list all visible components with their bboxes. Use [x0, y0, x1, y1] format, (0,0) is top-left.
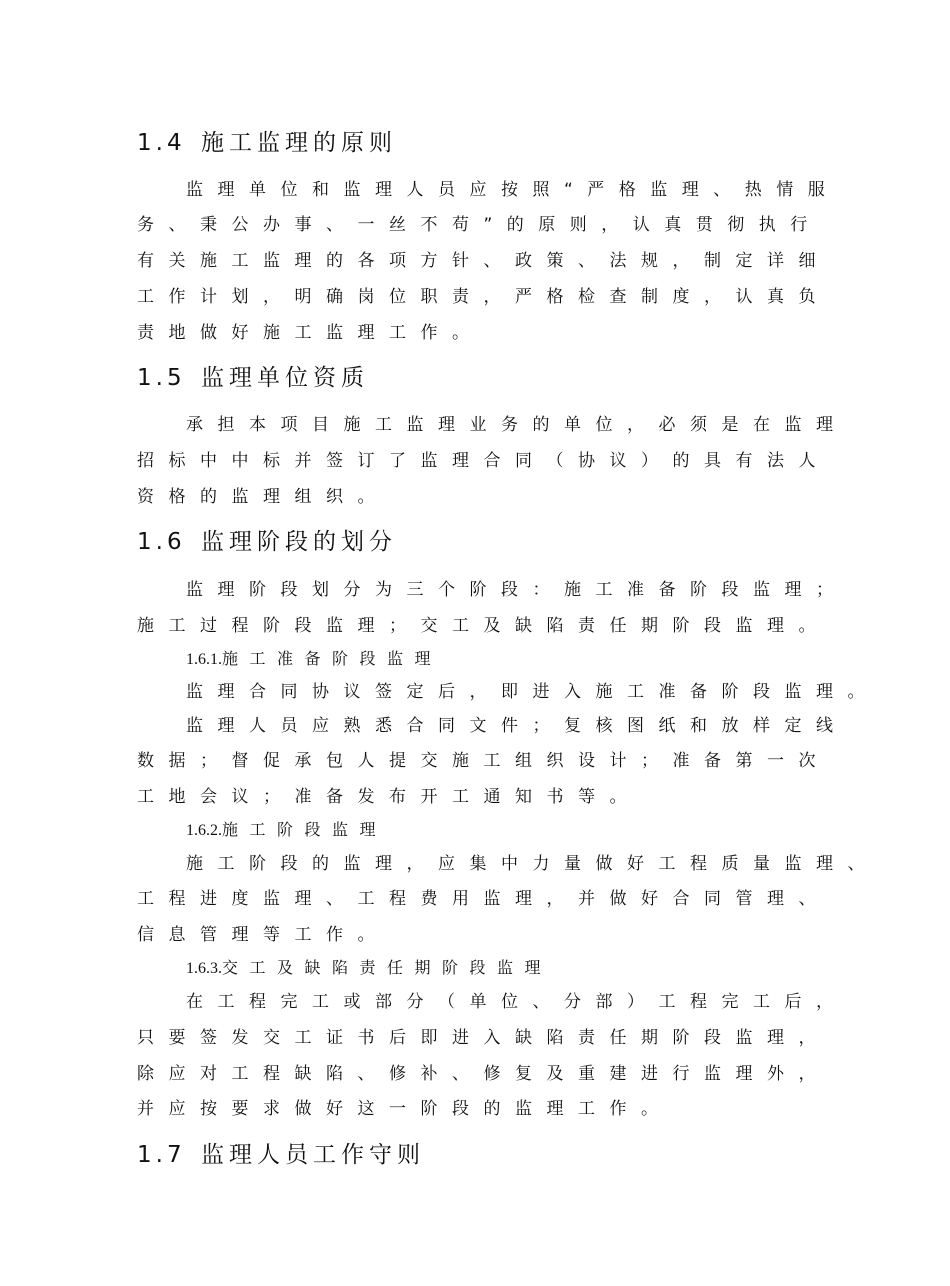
section-heading-1-7 — [137, 1140, 425, 1170]
paragraph-line: 施工过程阶段监理；交工及缺陷责任期阶段监理。 — [137, 616, 830, 636]
paragraph-line: 监理合同协议签定后，即进入施工准备阶段监理。 — [186, 682, 879, 702]
paragraph-line: 信息管理等工作。 — [137, 925, 389, 945]
section-title: 施工监理的原则 — [201, 130, 397, 156]
section-number: 1.7 — [137, 1142, 186, 1168]
paragraph-line: 在工程完工或部分（单位、分部）工程完工后， — [186, 992, 848, 1012]
paragraph-line: 工程进度监理、工程费用监理，并做好合同管理、 — [137, 889, 830, 909]
paragraph-line: 只要签发交工证书后即进入缺陷责任期阶段监理， — [137, 1028, 830, 1048]
subsection-title: 施工阶段监理 — [222, 820, 388, 839]
subsection-title: 交工及缺陷责任期阶段监理 — [222, 958, 553, 977]
section-heading-1-4 — [137, 128, 397, 158]
paragraph-line: 工地会议；准备发布开工通知书等。 — [137, 787, 641, 807]
paragraph-line: 施工阶段的监理，应集中力量做好工程质量监理、 — [186, 854, 879, 874]
paragraph-line: 数据；督促承包人提交施工组织设计；准备第一次 — [137, 751, 830, 771]
section-title: 监理人员工作守则 — [201, 1142, 425, 1168]
subsection-number: 1.6.1. — [186, 651, 222, 668]
subsection-number: 1.6.3. — [186, 960, 222, 977]
section-title: 监理阶段的划分 — [201, 529, 397, 555]
section-heading-1-5 — [137, 363, 369, 393]
paragraph-line: 监理人员应熟悉合同文件；复核图纸和放样定线 — [186, 716, 848, 736]
section-title: 监理单位资质 — [201, 365, 369, 391]
paragraph-line: 承担本项目施工监理业务的单位，必须是在监理 — [186, 415, 848, 435]
subsection-heading-1-6-1 — [186, 647, 442, 671]
paragraph-line: 监理单位和监理人员应按照“严格监理、热情服 — [186, 180, 840, 200]
subsection-heading-1-6-2 — [186, 818, 387, 842]
paragraph-line: 责地做好施工监理工作。 — [137, 323, 484, 343]
subsection-number: 1.6.2. — [186, 822, 222, 839]
subsection-title: 施工准备阶段监理 — [222, 649, 443, 668]
section-number: 1.5 — [137, 365, 186, 391]
paragraph-line: 有关施工监理的各项方针、政策、法规，制定详细 — [137, 251, 830, 271]
paragraph-line: 并应按要求做好这一阶段的监理工作。 — [137, 1099, 673, 1119]
paragraph-line: 除应对工程缺陷、修补、修复及重建进行监理外， — [137, 1064, 830, 1084]
subsection-heading-1-6-3 — [186, 956, 552, 980]
paragraph-line: 资格的监理组织。 — [137, 487, 389, 507]
paragraph-line: 务、秉公办事、一丝不苟”的原则，认真贯彻执行 — [137, 215, 822, 235]
section-number: 1.4 — [137, 130, 186, 156]
paragraph-line: 招标中中标并签订了监理合同（协议）的具有法人 — [137, 451, 830, 471]
paragraph-line: 监理阶段划分为三个阶段：施工准备阶段监理； — [186, 580, 848, 600]
section-heading-1-6 — [137, 527, 397, 557]
paragraph-line: 工作计划，明确岗位职责，严格检查制度，认真负 — [137, 287, 830, 307]
section-number: 1.6 — [137, 529, 186, 555]
